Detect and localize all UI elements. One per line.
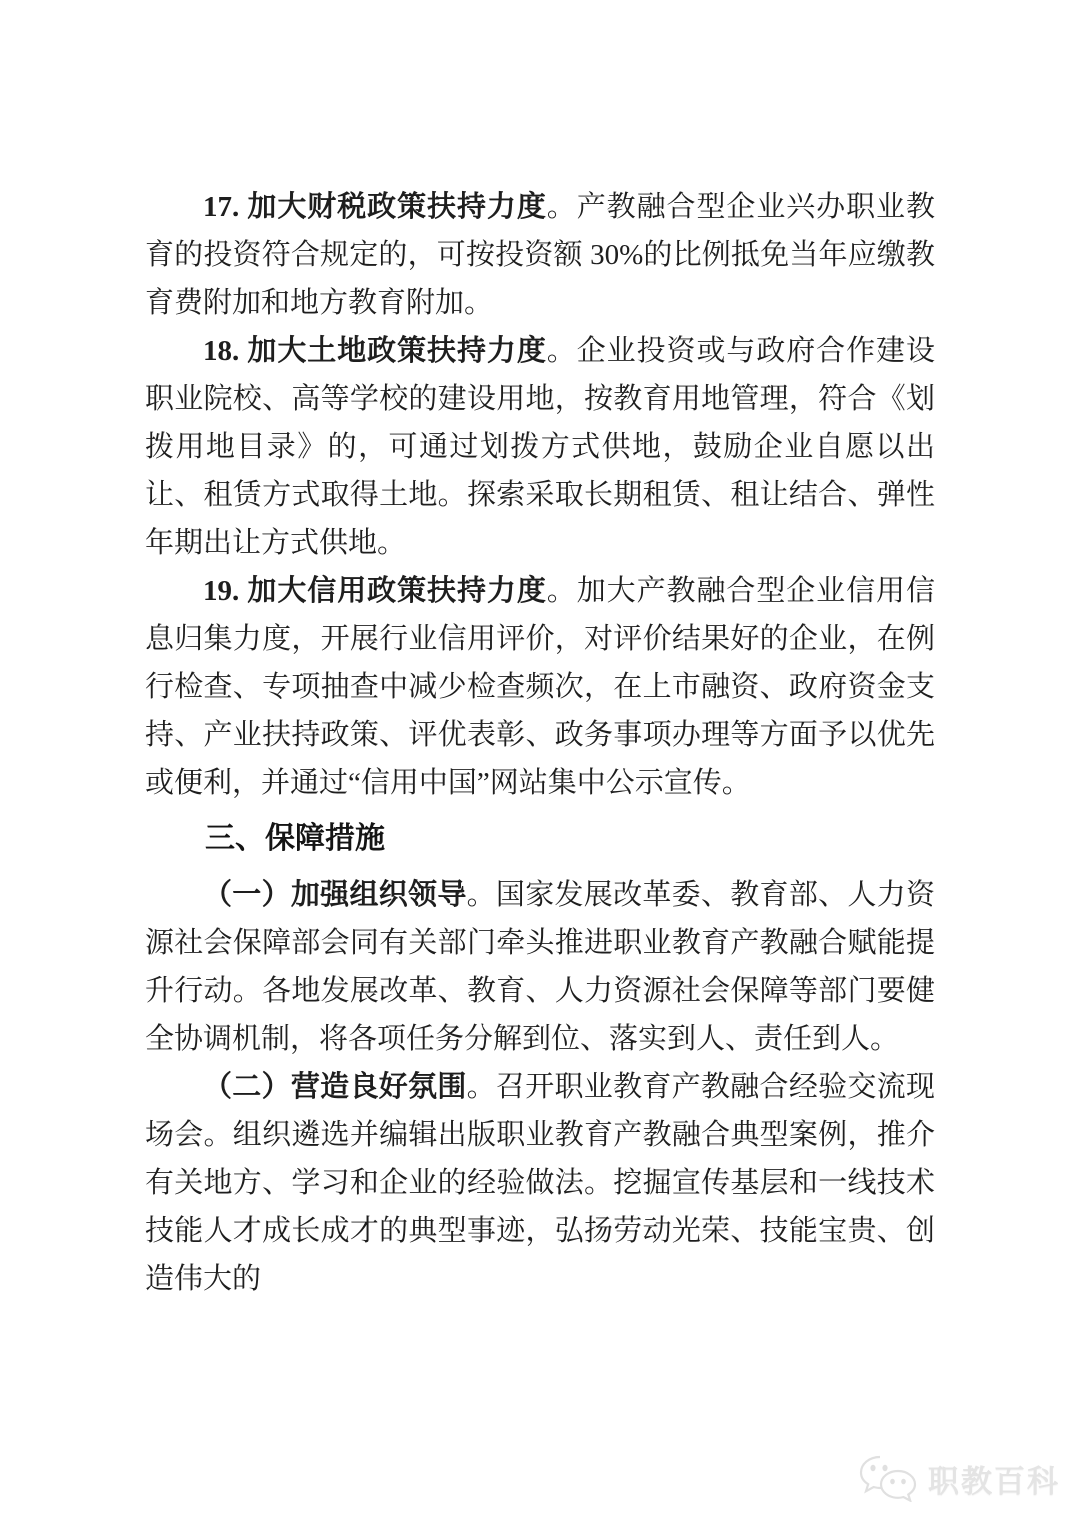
paragraph-sub-2 [145, 1063, 935, 1303]
paragraph-18 [145, 327, 935, 567]
paragraph-19 [145, 567, 935, 807]
paragraph-17-lead: 17. 加大财税政策扶持力度 [203, 191, 547, 223]
watermark [858, 1454, 1060, 1502]
paragraph-17-text: 。产教融合型企业兴办职业教育的投资符合规定的，可按投资额 30%的比例抵免当年应缴教育费附加和地方教育附加。 [145, 191, 935, 319]
watermark-label: 职教百科 [928, 1463, 1060, 1499]
paragraph-18-lead: 18. 加大土地政策扶持力度 [203, 335, 547, 367]
paragraph-sub-1-lead: （一）加强组织领导 [203, 879, 467, 911]
paragraph-sub-2-text: 。召开职业教育产教融合经验交流现场会。组织遴选并编辑出版职业教育产教融合典型案例，推介有关地方、学习和企业的经验做法。挖掘宣传基层和一线技术技能人才成长成才的典型事迹，弘扬劳动光荣、技能宝贵、创造伟大的 [145, 1071, 935, 1295]
paragraph-17 [145, 183, 935, 327]
paragraph-18-text: 。企业投资或与政府合作建设职业院校、高等学校的建设用地，按教育用地管理，符合《划拨用地目录》的，可通过划拨方式供地，鼓励企业自愿以出让、租赁方式取得土地。探索采取长期租赁、租让结合、弹性年期出让方式供地。 [145, 335, 935, 559]
paragraph-sub-1 [145, 871, 935, 1063]
paragraph-sub-1-text: 。国家发展改革委、教育部、人力资源社会保障部会同有关部门牵头推进职业教育产教融合赋能提升行动。各地发展改革、教育、人力资源社会保障等部门要健全协调机制，将各项任务分解到位、落实到人、责任到人。 [145, 879, 935, 1055]
wechat-chat-bubbles-icon [858, 1454, 922, 1502]
section-heading-safeguards: 三、保障措施 [205, 822, 385, 855]
paragraph-sub-2-lead: （二）营造良好氛围 [203, 1071, 467, 1103]
paragraph-19-text: 。加大产教融合型企业信用信息归集力度，开展行业信用评价，对评价结果好的企业，在例行检查、专项抽查中减少检查频次，在上市融资、政府资金支持、产业扶持政策、评优表彰、政务事项办理等方面予以优先或便利，并通过“信用中国”网站集中公示宣传。 [145, 575, 935, 799]
paragraph-19-lead: 19. 加大信用政策扶持力度 [203, 575, 547, 607]
document-body [145, 183, 935, 1303]
